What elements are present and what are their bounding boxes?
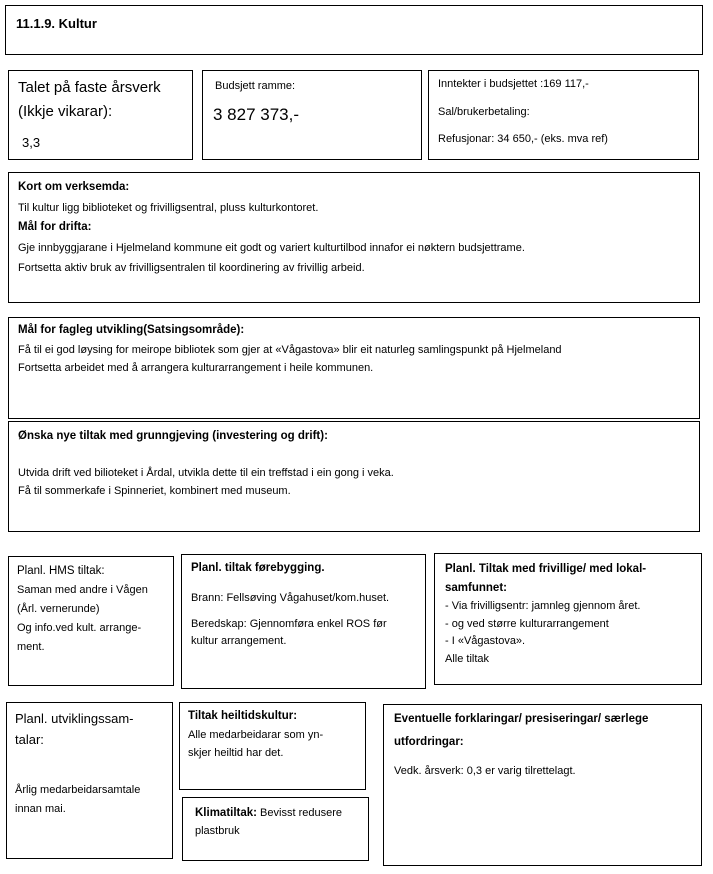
new-measures-line1: Utvida drift ved bilioteket i Årdal, utvikla dette til ein treffstad i ein gong i veka. (18, 467, 394, 479)
fulltime-heading: Tiltak heiltidskultur: (188, 710, 298, 722)
development-line1: Få til ei god løysing for meirope bibliotek som gjer at «Vågastova» blir eit naturleg samlingspunkt på Hjelmeland (18, 344, 562, 356)
about-box (8, 172, 700, 303)
prevention-line2: Beredskap: Gjennomføra enkel ROS før (191, 618, 387, 630)
income-line2: Sal/brukerbetaling: (438, 106, 530, 118)
about-text: Til kultur ligg biblioteket og frivilligsentral, pluss kulturkontoret. (18, 202, 319, 214)
fulltime-box (179, 702, 366, 790)
hms-line-1: Saman med andre i Vågen (17, 584, 148, 596)
budget-box (202, 70, 422, 160)
volunteers-heading-line2: samfunnet: (445, 582, 507, 594)
income-line3: Refusjonar: 34 650,- (eks. mva ref) (438, 133, 608, 145)
dev-talks-text2: innan mai. (15, 803, 66, 815)
volunteers-line-1: - Via frivilligsentr: jamnleg gjennom året. (445, 600, 641, 612)
prevention-heading: Planl. tiltak førebygging. (191, 562, 325, 574)
climate-text2: plastbruk (195, 825, 240, 837)
hms-line-3: Og info.ved kult. arrange- (17, 622, 142, 634)
volunteers-line-4: Alle tiltak (445, 653, 490, 665)
prevention-box (181, 554, 426, 689)
new-measures-heading: Ønska nye tiltak med grunngjeving (investering og drift): (18, 430, 328, 442)
new-measures-line2: Få til sommerkafe i Spinneriet, kombinert med museum. (18, 485, 291, 497)
explanations-text: Vedk. årsverk: 0,3 er varig tilrettelagt. (394, 765, 576, 777)
fte-label-line2: (Ikkje vikarar): (18, 103, 113, 120)
fte-label-line1: Talet på faste årsverk (18, 79, 161, 96)
fulltime-line1: Alle medarbeidarar som yn- (188, 729, 324, 741)
title-box (5, 5, 703, 55)
dev-talks-box (6, 702, 173, 859)
fulltime-line2: skjer heiltid har det. (188, 747, 284, 759)
dev-talks-line2: talar: (15, 732, 44, 747)
explanations-heading-line2: utfordringar: (394, 736, 464, 748)
prevention-line3: kultur arrangement. (191, 635, 287, 647)
climate-box (182, 797, 369, 861)
dev-talks-line1: Planl. utviklingssam- (15, 711, 134, 726)
development-box (8, 317, 700, 419)
hms-box (8, 556, 174, 686)
hms-heading: Planl. HMS tiltak: (17, 565, 105, 577)
volunteers-line-3: - I «Vågastova». (445, 635, 526, 647)
budget-value: 3 827 373,- (213, 105, 300, 124)
development-line2: Fortsetta arbeidet med å arrangera kulturarrangement i heile kommunen. (18, 362, 374, 374)
goal-2: Fortsetta aktiv bruk av frivilligsentralen til koordinering av frivillig arbeid. (18, 262, 365, 274)
prevention-line1: Brann: Fellsøving Vågahuset/kom.huset. (191, 592, 390, 604)
income-line1: Inntekter i budsjettet :169 117,- (438, 78, 589, 90)
fte-box (8, 70, 193, 160)
budget-label: Budsjett ramme: (215, 80, 296, 92)
hms-line-4: ment. (17, 641, 45, 653)
development-heading: Mål for fagleg utvikling(Satsingsområde): (18, 324, 245, 336)
goals-heading: Mål for drifta: (18, 221, 92, 233)
new-measures-box (8, 421, 700, 532)
climate-text1: Bevisst redusere (257, 807, 342, 819)
section-title: 11.1.9. Kultur (16, 16, 97, 31)
dev-talks-text1: Årlig medarbeidarsamtale (15, 784, 141, 796)
volunteers-line-2: - og ved større kulturarrangement (445, 618, 609, 630)
explanations-heading-line1: Eventuelle forklaringar/ presiseringar/ særlege (394, 713, 649, 725)
goal-1: Gje innbyggjarane i Hjelmeland kommune eit godt og variert kulturtilbod innafor ei nøktern budsjettrame. (18, 242, 525, 254)
climate-heading: Klimatiltak: (195, 807, 257, 819)
climate-line1 (195, 807, 342, 819)
income-box (428, 70, 699, 160)
volunteers-box (434, 553, 702, 685)
fte-value: 3,3 (22, 135, 41, 150)
explanations-box (383, 704, 702, 866)
hms-line-2: (Årl. vernerunde) (17, 603, 100, 615)
about-heading: Kort om verksemda: (18, 181, 130, 193)
volunteers-heading-line1: Planl. Tiltak med frivillige/ med lokal- (445, 563, 647, 575)
